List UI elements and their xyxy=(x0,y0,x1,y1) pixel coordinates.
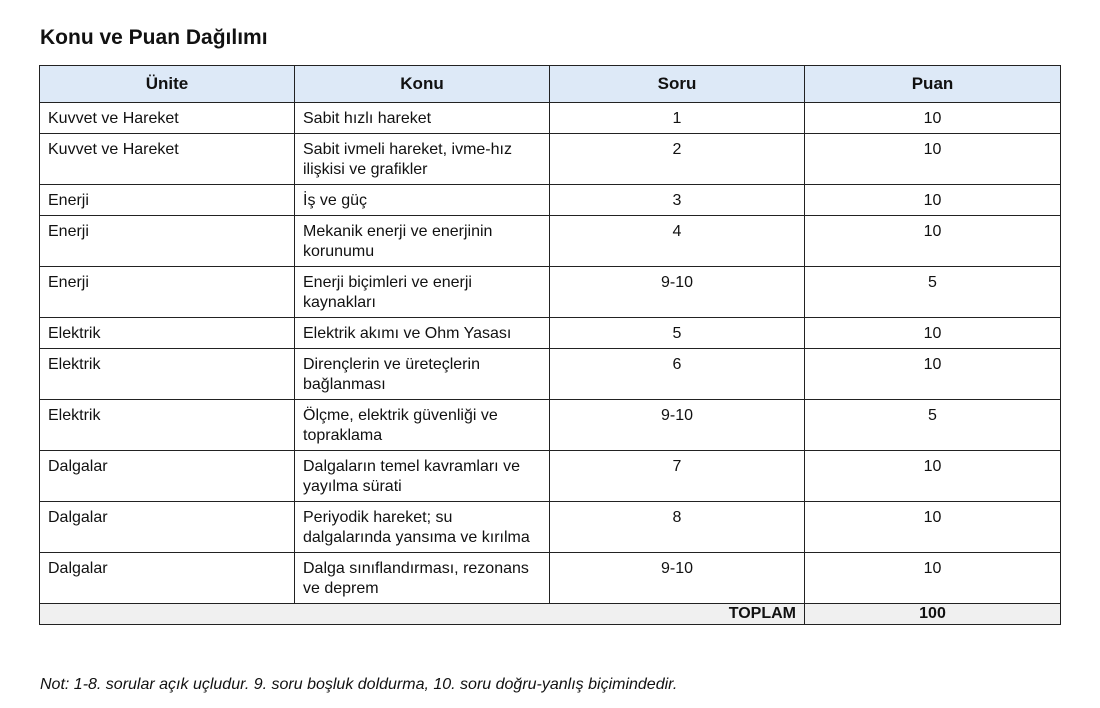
cell-unite: Enerji xyxy=(40,185,295,216)
page-title: Konu ve Puan Dağılımı xyxy=(40,26,268,49)
cell-puan: 10 xyxy=(805,553,1061,604)
cell-konu: Sabit hızlı hareket xyxy=(295,103,550,134)
table-row xyxy=(40,318,1061,349)
cell-soru: 1 xyxy=(550,103,805,134)
cell-puan: 10 xyxy=(805,502,1061,553)
table-row xyxy=(40,134,1061,185)
cell-soru: 8 xyxy=(550,502,805,553)
cell-konu: Dirençlerin ve üreteçlerin bağlanması xyxy=(295,349,550,400)
cell-unite: Enerji xyxy=(40,267,295,318)
cell-unite: Elektrik xyxy=(40,349,295,400)
table-row xyxy=(40,553,1061,604)
cell-konu: Periyodik hareket; su dalgalarında yansıma ve kırılma xyxy=(295,502,550,553)
cell-soru: 3 xyxy=(550,185,805,216)
cell-puan: 10 xyxy=(805,216,1061,267)
cell-soru: 5 xyxy=(550,318,805,349)
header-unite: Ünite xyxy=(40,66,295,103)
total-value: 100 xyxy=(805,604,1061,625)
cell-unite: Dalgalar xyxy=(40,553,295,604)
cell-puan: 10 xyxy=(805,185,1061,216)
table-row xyxy=(40,400,1061,451)
cell-unite: Enerji xyxy=(40,216,295,267)
cell-puan: 5 xyxy=(805,267,1061,318)
table-header-row xyxy=(40,66,1061,103)
table-row xyxy=(40,502,1061,553)
cell-puan: 5 xyxy=(805,400,1061,451)
table-row xyxy=(40,349,1061,400)
score-distribution-table xyxy=(39,65,1061,625)
cell-konu: Enerji biçimleri ve enerji kaynakları xyxy=(295,267,550,318)
table-row xyxy=(40,267,1061,318)
header-puan: Puan xyxy=(805,66,1061,103)
table-row xyxy=(40,185,1061,216)
cell-soru: 6 xyxy=(550,349,805,400)
total-row xyxy=(40,604,1061,625)
table-row xyxy=(40,103,1061,134)
cell-unite: Elektrik xyxy=(40,318,295,349)
cell-unite: Dalgalar xyxy=(40,451,295,502)
cell-puan: 10 xyxy=(805,103,1061,134)
cell-konu: Mekanik enerji ve enerjinin korunumu xyxy=(295,216,550,267)
cell-soru: 9-10 xyxy=(550,267,805,318)
cell-puan: 10 xyxy=(805,349,1061,400)
cell-konu: Sabit ivmeli hareket, ivme-hız ilişkisi ve grafikler xyxy=(295,134,550,185)
cell-puan: 10 xyxy=(805,451,1061,502)
header-konu: Konu xyxy=(295,66,550,103)
cell-soru: 9-10 xyxy=(550,400,805,451)
total-spacer xyxy=(40,604,550,625)
cell-unite: Elektrik xyxy=(40,400,295,451)
cell-puan: 10 xyxy=(805,134,1061,185)
cell-soru: 7 xyxy=(550,451,805,502)
cell-konu: Dalga sınıflandırması, rezonans ve deprem xyxy=(295,553,550,604)
footnote: Not: 1-8. sorular açık uçludur. 9. soru boşluk doldurma, 10. soru doğru-yanlış biçimindedir. xyxy=(40,676,678,693)
cell-soru: 4 xyxy=(550,216,805,267)
cell-konu: İş ve güç xyxy=(295,185,550,216)
cell-unite: Dalgalar xyxy=(40,502,295,553)
cell-konu: Dalgaların temel kavramları ve yayılma sürati xyxy=(295,451,550,502)
cell-unite: Kuvvet ve Hareket xyxy=(40,103,295,134)
cell-konu: Elektrik akımı ve Ohm Yasası xyxy=(295,318,550,349)
cell-puan: 10 xyxy=(805,318,1061,349)
cell-soru: 2 xyxy=(550,134,805,185)
total-label: TOPLAM xyxy=(550,604,805,625)
table-row xyxy=(40,451,1061,502)
cell-soru: 9-10 xyxy=(550,553,805,604)
table-row xyxy=(40,216,1061,267)
cell-konu: Ölçme, elektrik güvenliği ve topraklama xyxy=(295,400,550,451)
header-soru: Soru xyxy=(550,66,805,103)
cell-unite: Kuvvet ve Hareket xyxy=(40,134,295,185)
